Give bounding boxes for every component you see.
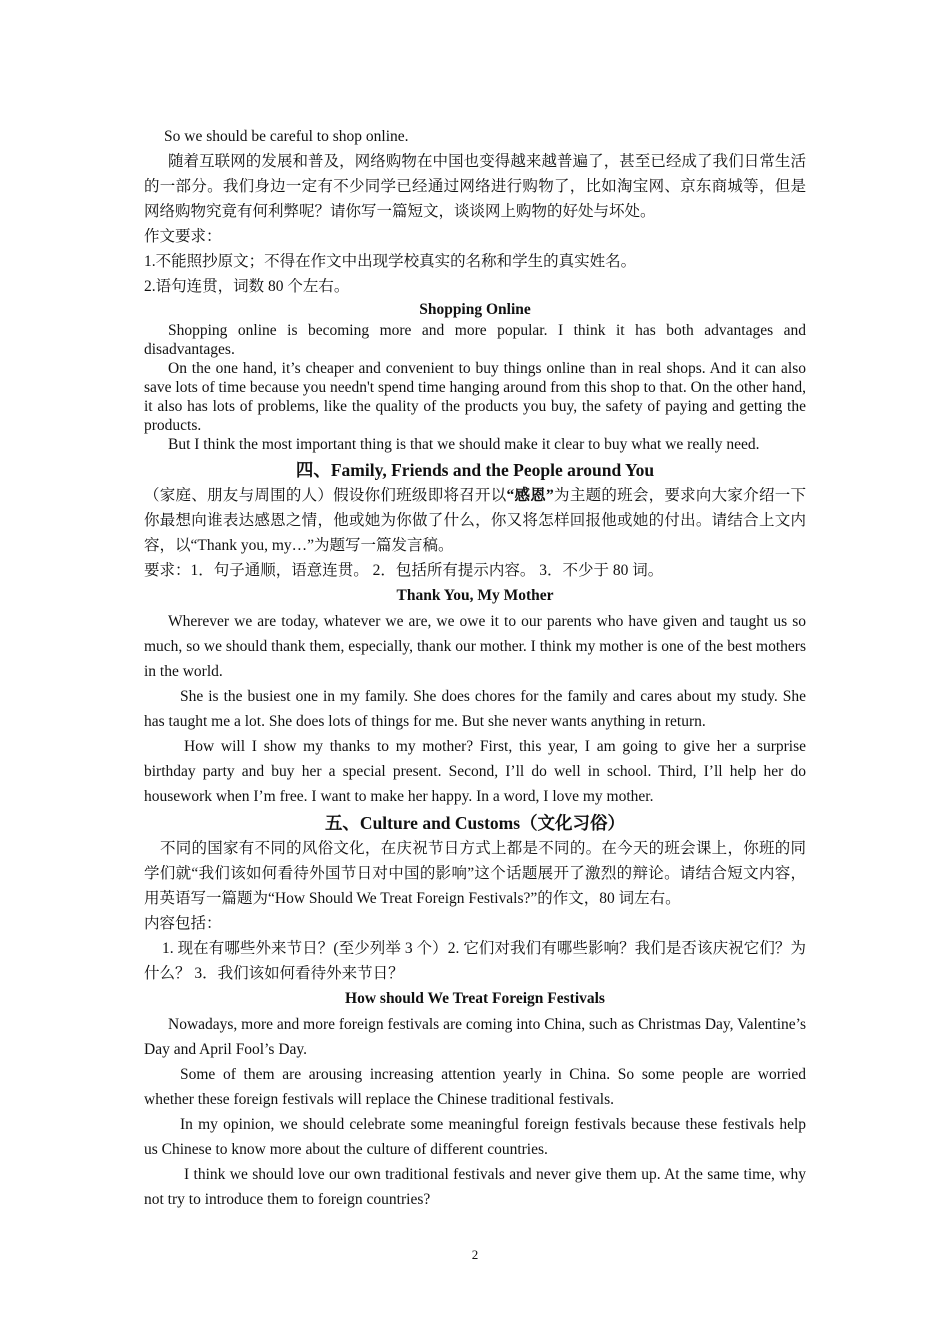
shopping-para-1: Shopping online is becoming more and more popular. I think it has both advantages and disadvantages. bbox=[144, 322, 806, 358]
shopping-para-3: But I think the most important thing is that we should make it clear to buy what we really need. bbox=[168, 436, 760, 453]
mother-para-1: Wherever we are today, whatever we are, we owe it to our parents who have given and taught us so much, so we should thank them, especially, thank our mother. I think my mother is one of the best mothers in the world. bbox=[144, 613, 806, 680]
section3-prompt: 随着互联网的发展和普及，网络购物在中国也变得越来越普遍了，甚至已经成了我们日常生活的一部分。我们身边一定有不少同学已经通过网络进行购物了，比如淘宝网、京东商城等，但是网络购物究竟有何利弊呢？请你写一篇短文，谈谈网上购物的好处与坏处。 bbox=[144, 153, 806, 220]
essay-title-shopping-online: Shopping Online bbox=[419, 301, 531, 318]
essay-title-foreign-festivals: How should We Treat Foreign Festivals bbox=[345, 990, 605, 1007]
mother-para-3: How will I show my thanks to my mother? First, this year, I am going to give her a surprise birthday party and buy her a special present. Second, I’ll do well in school. Third, I’ll help her do housework when I’m free. I want to make her happy. In a word, I love my mother. bbox=[144, 738, 806, 805]
section4-requirements: 要求：1．句子通顺，语意连贯。 2．包括所有提示内容。 3．不少于 80 词。 bbox=[144, 562, 664, 579]
section4-heading: 四、Family, Friends and the People around You bbox=[295, 460, 655, 480]
page-number: 2 bbox=[471, 1247, 479, 1262]
festivals-para-1: Nowadays, more and more foreign festivals are coming into China, such as Christmas Day, Valentine’s Day and April Fool’s Day. bbox=[144, 1016, 806, 1058]
document-page bbox=[144, 124, 806, 1212]
essay-title-thank-you: Thank You, My Mother bbox=[396, 587, 554, 604]
section5-content-items: 1. 现在有哪些外来节日？(至少列举 3 个）2. 它们对我们有哪些影响？我们是否该庆祝它们？为什么？ 3．我们该如何看待外来节日？ bbox=[144, 940, 806, 982]
section4-prompt-keyword: “感恩” bbox=[506, 487, 554, 504]
shopping-para-2: On the one hand, it’s cheaper and convenient to buy things online than in real shops. And it can also save lots of time because you needn't spend time hanging around from this shop to that. On the other hand, it also has lots of problems, like the quality of the products you buy, the safety of paying and getting the products. bbox=[144, 360, 806, 434]
section4-prompt bbox=[144, 483, 806, 558]
festivals-para-4: I think we should love our own traditional festivals and never give them up. At the same time, why not try to introduce them to foreign countries? bbox=[144, 1166, 806, 1208]
section5-content-label: 内容包括： bbox=[144, 915, 222, 932]
festivals-para-2: Some of them are arousing increasing attention yearly in China. So some people are worried whether these foreign festivals will replace the Chinese traditional festivals. bbox=[144, 1066, 806, 1108]
section4-prompt-part-b: 为主题的班会，要求向大家介绍一下你最想向谁表达感恩之情，他或她为你做了什么，你又将怎样回报他或她的付出。请结合上文内容，以“Thank you, my…”为题写一篇发言稿。 bbox=[144, 487, 806, 554]
section4-prompt-part-a: （家庭、朋友与周围的人）假设你们班级即将召开以 bbox=[144, 487, 507, 504]
festivals-para-3: In my opinion, we should celebrate some meaningful foreign festivals because these festivals help us Chinese to know more about the culture of different countries. bbox=[144, 1116, 806, 1158]
section5-prompt: 不同的国家有不同的风俗文化，在庆祝节日方式上都是不同的。在今天的班会课上，你班的同学们就“我们该如何看待外国节日对中国的影响”这个话题展开了激烈的辩论。请结合短文内容，用英语写一篇题为“How Should We Treat Foreign Festivals?”的作文，80 词左右。 bbox=[144, 840, 806, 907]
section3-requirement-1: 1.不能照抄原文；不得在作文中出现学校真实的名称和学生的真实姓名。 bbox=[144, 253, 637, 270]
section3-requirements-label: 作文要求： bbox=[144, 228, 222, 245]
section3-requirement-2: 2.语句连贯，词数 80 个左右。 bbox=[144, 278, 350, 295]
mother-para-2: She is the busiest one in my family. She does chores for the family and cares about my study. She has taught me a lot. She does lots of things for me. But she never wants anything in return. bbox=[144, 688, 806, 730]
intro-line: So we should be careful to shop online. bbox=[164, 128, 409, 145]
section5-heading: 五、Culture and Customs（文化习俗） bbox=[324, 813, 626, 833]
